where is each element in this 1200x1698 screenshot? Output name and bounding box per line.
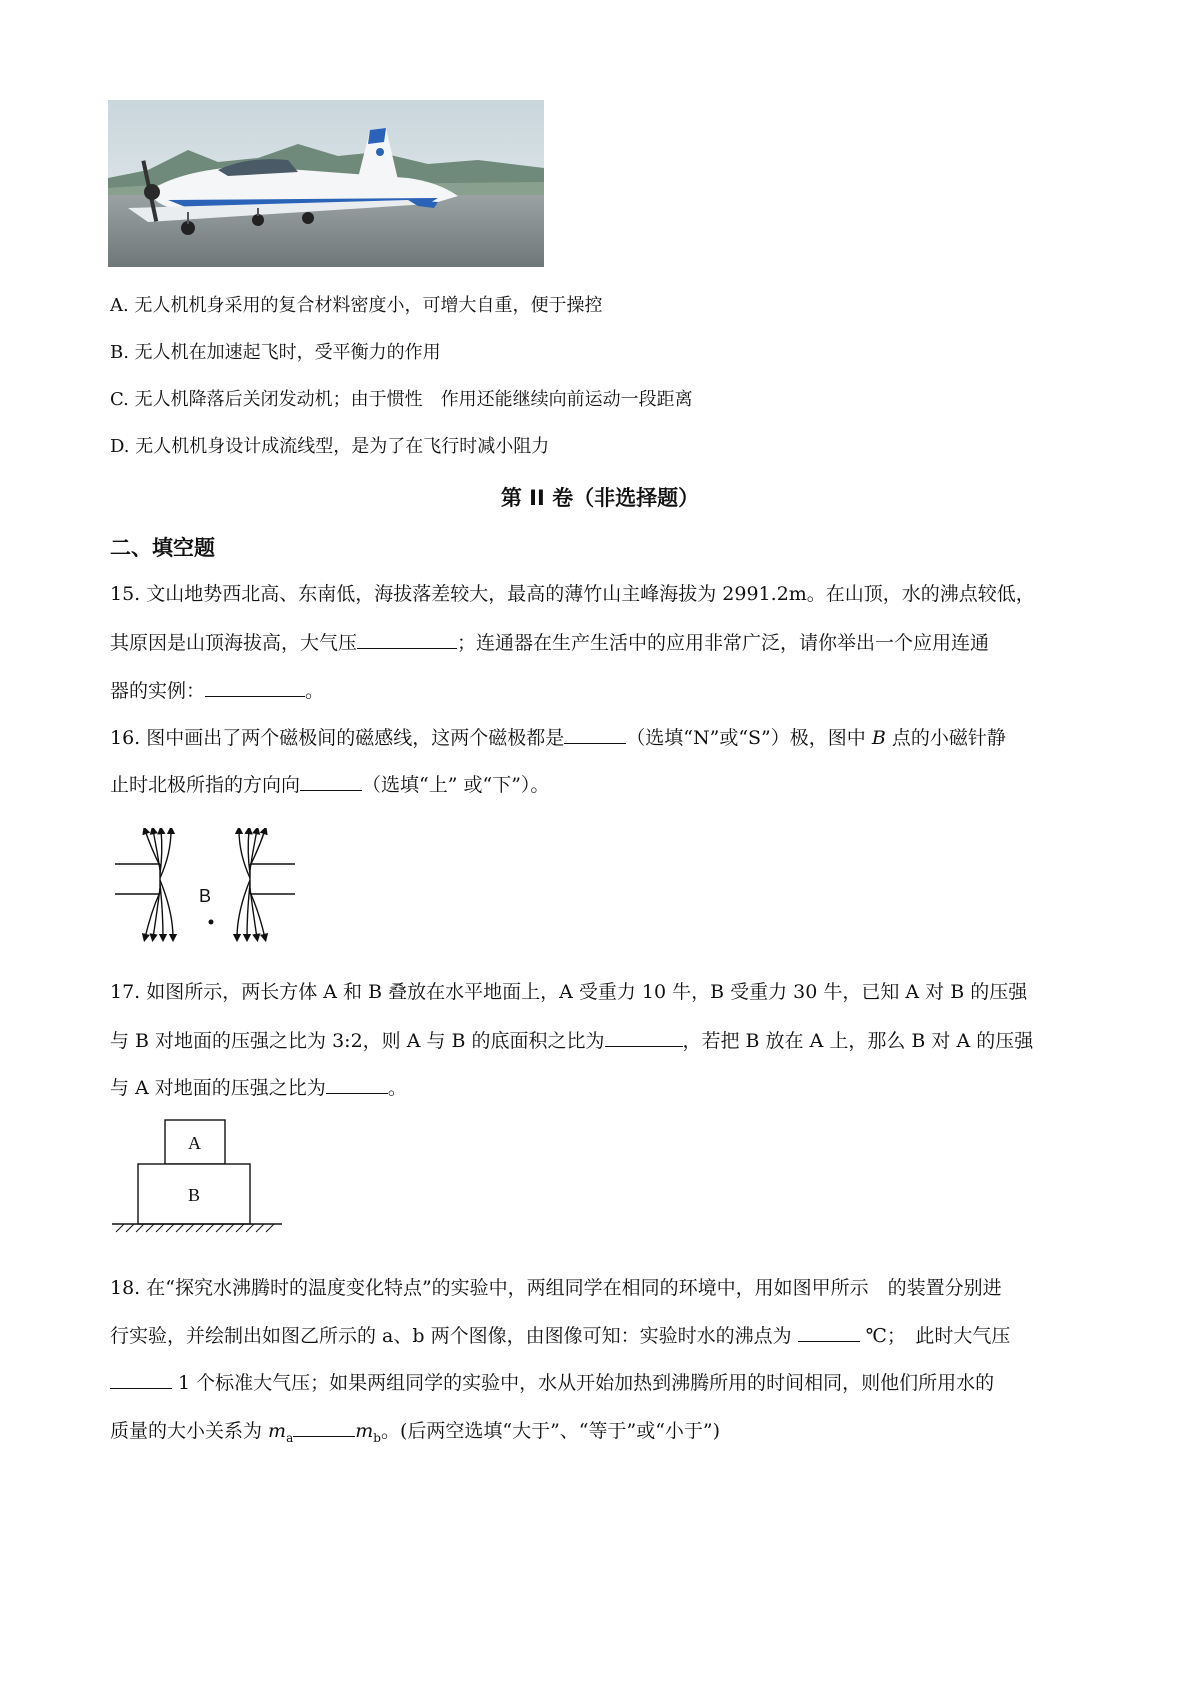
q17-line-1: 17. 如图所示，两长方体 A 和 B 叠放在水平地面上，A 受重力 10 牛，B 受重力 30 牛，已知 A 对 B 的压强 [110,981,1028,1003]
option-c: C. 无人机降落后关闭发动机；由于惯性 作用还能继续向前运动一段距离 [110,389,693,410]
q17-line-2 [110,1028,1033,1053]
q15-text: 其原因是山顶海拔高，大气压 [110,632,358,654]
q18-blank-2[interactable] [110,1370,172,1389]
magnetic-field-diagram [115,828,315,948]
q18-line-4 [110,1418,720,1450]
q15-text: 器的实例： [110,680,206,702]
q18-text: 1 个标准大气压；如果两组同学的实验中，水从开始加热到沸腾所用的时间相同，则他们所用水的 [172,1372,995,1394]
q17-blank-1[interactable] [605,1028,683,1047]
q16-blank-2[interactable] [300,772,362,791]
option-b: B. 无人机在加速起飞时，受平衡力的作用 [110,342,441,363]
q18-blank-3[interactable] [293,1418,355,1437]
subscript-b: b [373,1430,381,1445]
q18-text: 。(后两空选填“大于”、“等于”或“小于”) [380,1420,721,1442]
q17-blank-2[interactable] [326,1075,388,1094]
section-title: 二、填空题 [110,536,215,560]
q16-line-1 [110,725,1006,750]
q16-line-2 [110,772,549,797]
stacked-blocks-diagram [112,1118,282,1240]
q15-blank-1[interactable] [357,630,457,649]
q17-text: 。 [387,1077,407,1099]
q16-text: 点的小磁针静 [885,727,1006,749]
q16-blank-1[interactable] [564,725,626,744]
q15-text: ；连通器在生产生活中的应用非常广泛，请你举出一个应用连通 [457,632,990,654]
block-b-label: B [188,1185,201,1205]
part-title: 第 II 卷（非选择题） [500,486,700,510]
option-d: D. 无人机机身设计成流线型，是为了在飞行时减小阻力 [110,436,550,457]
q15-line-3 [110,678,324,703]
q16-text: （选填“上” 或“下”）。 [362,774,550,796]
q16-point-b: B [871,727,886,749]
airplane-photo [108,100,544,267]
block-a-label: A [188,1133,201,1153]
q18-blank-1[interactable] [798,1323,860,1342]
q17-line-3 [110,1075,407,1100]
q15-text: 。 [305,680,325,702]
q18-line-2 [110,1323,1010,1348]
q16-text: （选填“N”或“S”）极，图中 [626,727,872,749]
q18-text: 质量的大小关系为 [110,1420,269,1442]
q17-text: ，若把 B 放在 A 上，那么 B 对 A 的压强 [682,1030,1034,1052]
q15-line-2 [110,630,989,655]
q17-text: 与 B 对地面的压强之比为 3:2，则 A 与 B 的底面积之比为 [110,1030,605,1052]
q18-text: ℃； 此时大气压 [859,1325,1011,1347]
diagram-label-b: B [199,886,212,906]
q16-text: 止时北极所指的方向向 [110,774,301,796]
q17-text: 与 A 对地面的压强之比为 [110,1077,326,1099]
q18-line-1: 18. 在“探究水沸腾时的温度变化特点”的实验中，两组同学在相同的环境中，用如图甲所示 的装置分别进 [110,1277,1002,1299]
q15-line-1: 15. 文山地势西北高、东南低，海拔落差较大，最高的薄竹山主峰海拔为 2991.2m。在山顶，水的沸点较低， [110,583,1035,605]
q16-text: 16. 图中画出了两个磁极间的磁感线，这两个磁极都是 [110,727,565,749]
mass-symbol: m [355,1420,374,1442]
mass-symbol: m [268,1420,287,1442]
q18-line-3 [110,1370,994,1395]
subscript-a: a [286,1430,294,1445]
q15-blank-2[interactable] [205,678,305,697]
q18-text: 行实验，并绘制出如图乙所示的 a、b 两个图像，由图像可知：实验时水的沸点为 [110,1325,798,1347]
option-a: A. 无人机机身采用的复合材料密度小，可增大自重，便于操控 [110,295,603,316]
